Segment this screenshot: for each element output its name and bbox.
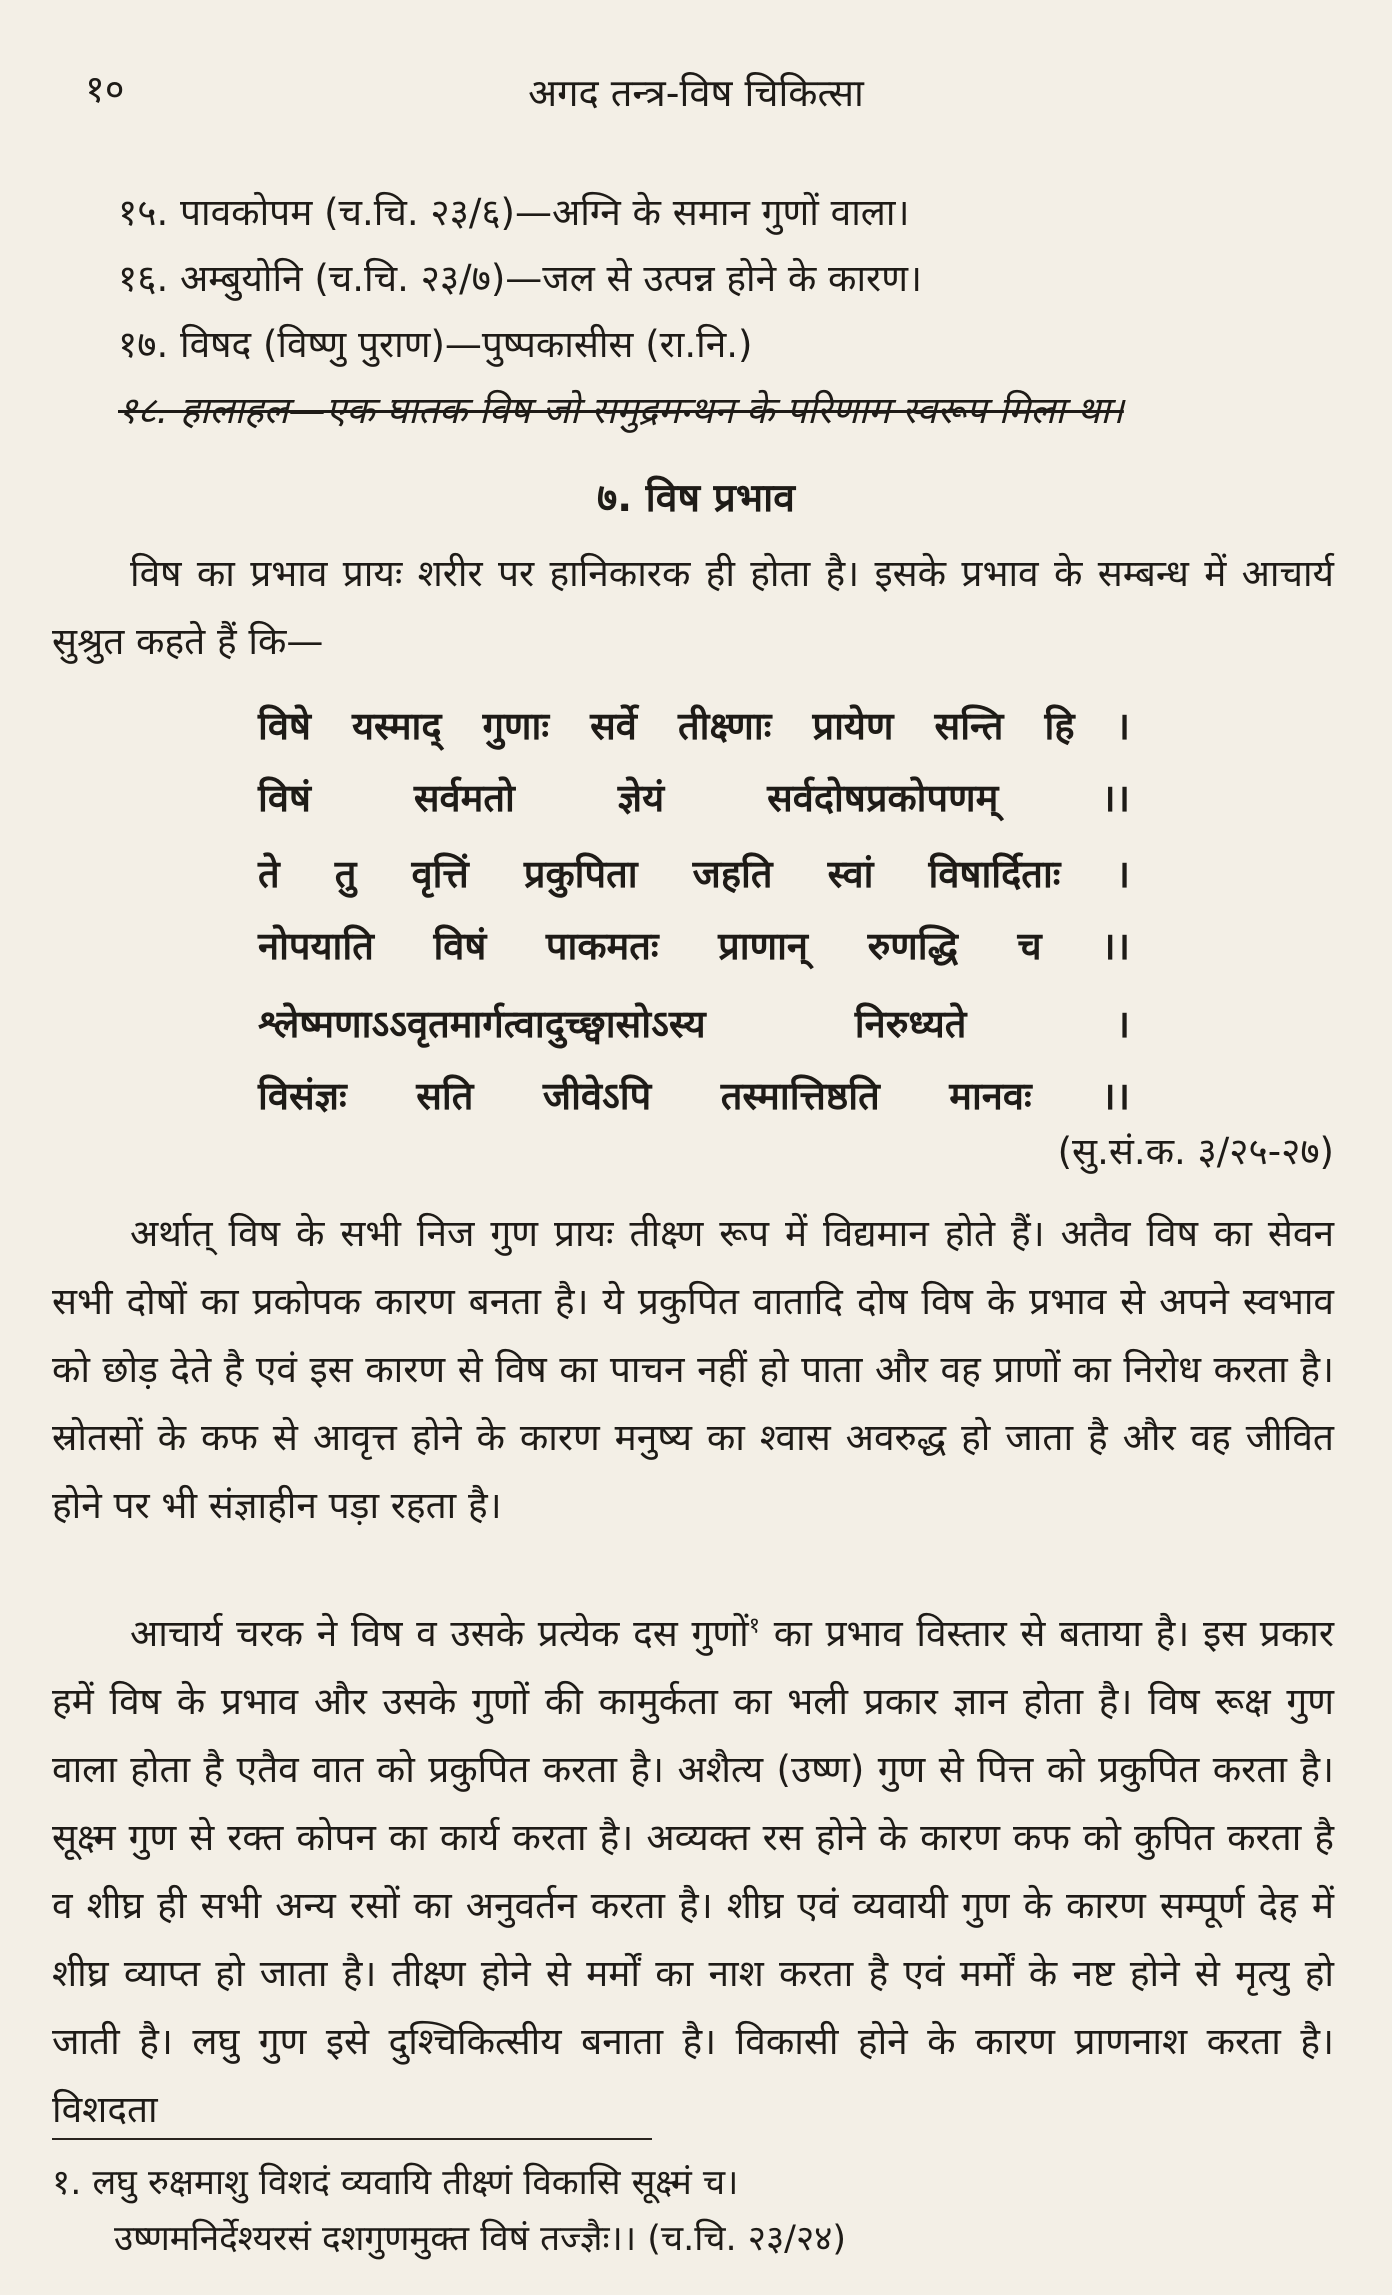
synonym-item-struck <box>118 378 1368 444</box>
verse-block <box>258 838 1130 982</box>
charaka-paragraph <box>52 1600 1334 2144</box>
footnote-divider <box>52 2138 652 2140</box>
verse-line: श्लेष्मणाऽऽवृतमार्गत्वादुच्छ्वासोऽस्य निरुध्यते । <box>258 1002 1130 1046</box>
footnote-marker: १ <box>748 1613 761 1639</box>
verse-block <box>258 988 1130 1132</box>
synonym-text: १५. पावकोपम (च.चि. २३/६)—अग्नि के समान गुणों वाला। <box>118 191 910 234</box>
footnote-line: उष्णमनिर्देश्यरसं दशगुणमुक्त विषं तज्ज्ञैः।। (च.चि. २३/२४) <box>114 2219 847 2259</box>
footnote-line: १. लघु रुक्षमाशु विशदं व्यवायि तीक्ष्णं विकासि सूक्ष्मं च। <box>52 2163 739 2203</box>
verse-line: विसंज्ञः सति जीवेऽपि तस्मात्तिष्ठति मानवः ।। <box>258 1074 1130 1118</box>
synonym-item <box>118 312 1368 378</box>
meaning-paragraph: अर्थात् विष के सभी निज गुण प्रायः तीक्ष्ण रूप में विद्यमान होते हैं। अतैव विष का सेवन सभी दोषों का प्रकोपक कारण बनता है। ये प्रकुपित वातादि दोष विष के प्रभाव से अपने स्वभाव को छोड़ देते है एवं इस कारण से विष का पाचन नहीं हो पाता और वह प्राणों का निरोध करता है। स्रोतसों के कफ से आवृत्त होने के कारण मनुष्य का श्वास अवरुद्ध हो जाता है और वह जीवित होने पर भी संज्ञाहीन पड़ा रहता है। <box>52 1212 1334 1527</box>
footnote <box>52 2155 846 2267</box>
intro-paragraph: विष का प्रभाव प्रायः शरीर पर हानिकारक ही होता है। इसके प्रभाव के सम्बन्ध में आचार्य सुश्रुत कहते हैं कि— <box>52 552 1334 663</box>
synonym-text: १७. विषद (विष्णु पुराण)—पुष्पकासीस (रा.नि.) <box>118 323 753 366</box>
verse-reference: (सु.सं.क. ३/२५-२७) <box>1057 1130 1334 1173</box>
verse-line: ते तु वृत्तिं प्रकुपिता जहति स्वां विषार्दिताः । <box>258 852 1130 896</box>
verse-line: विषे यस्माद् गुणाः सर्वे तीक्ष्णाः प्रायेण सन्ति हि । <box>258 704 1130 748</box>
page-number: १० <box>85 67 125 111</box>
section-heading: ७. विष प्रभाव <box>597 476 795 521</box>
running-title: अगद तन्त्र-विष चिकित्सा <box>528 71 864 115</box>
synonym-item <box>118 180 1368 246</box>
page-header <box>0 62 1392 122</box>
charaka-text-rest: का प्रभाव विस्तार से बताया है। इस प्रकार हमें विष के प्रभाव और उसके गुणों की कामुर्कता का भली प्रकार ज्ञान होता है। विष रूक्ष गुण वाला होता है एतैव वात को प्रकुपित करता है। अशैत्य (उष्ण) गुण से पित्त को प्रकुपित करता है। सूक्ष्म गुण से रक्त कोपन का कार्य करता है। अव्यक्त रस होने के कारण कफ को कुपित करता है व शीघ्र ही सभी अन्य रसों का अनुवर्तन करता है। शीघ्र एवं व्यवायी गुण के कारण सम्पूर्ण देह में शीघ्र व्याप्त हो जाता है। तीक्ष्ण होने से मर्मों का नाश करता है एवं मर्मों के नष्ट होने से मृत्यु हो जाती है। लघु गुण इसे दुश्चिकित्सीय बनाता है। विकासी होने के कारण प्राणनाश करता है। विशदता <box>52 1612 1334 2131</box>
verse-block <box>258 690 1130 834</box>
synonym-text: १८. हालाहल—एक घातक विष जो समुद्रमन्थन के परिणाम स्वरूप मिला था। <box>118 389 1124 432</box>
verse-line: नोपयाति विषं पाकमतः प्राणान् रुणद्धि च ।। <box>258 924 1130 968</box>
verse-line: विषं सर्वमतो ज्ञेयं सर्वदोषप्रकोपणम् ।। <box>258 776 1130 820</box>
synonym-item <box>118 246 1368 312</box>
synonym-list <box>118 180 1368 444</box>
synonym-text: १६. अम्बुयोनि (च.चि. २३/७)—जल से उत्पन्न होने के कारण। <box>118 257 922 300</box>
charaka-text-start: आचार्य चरक ने विष व उसके प्रत्येक दस गुणों <box>130 1612 749 1655</box>
